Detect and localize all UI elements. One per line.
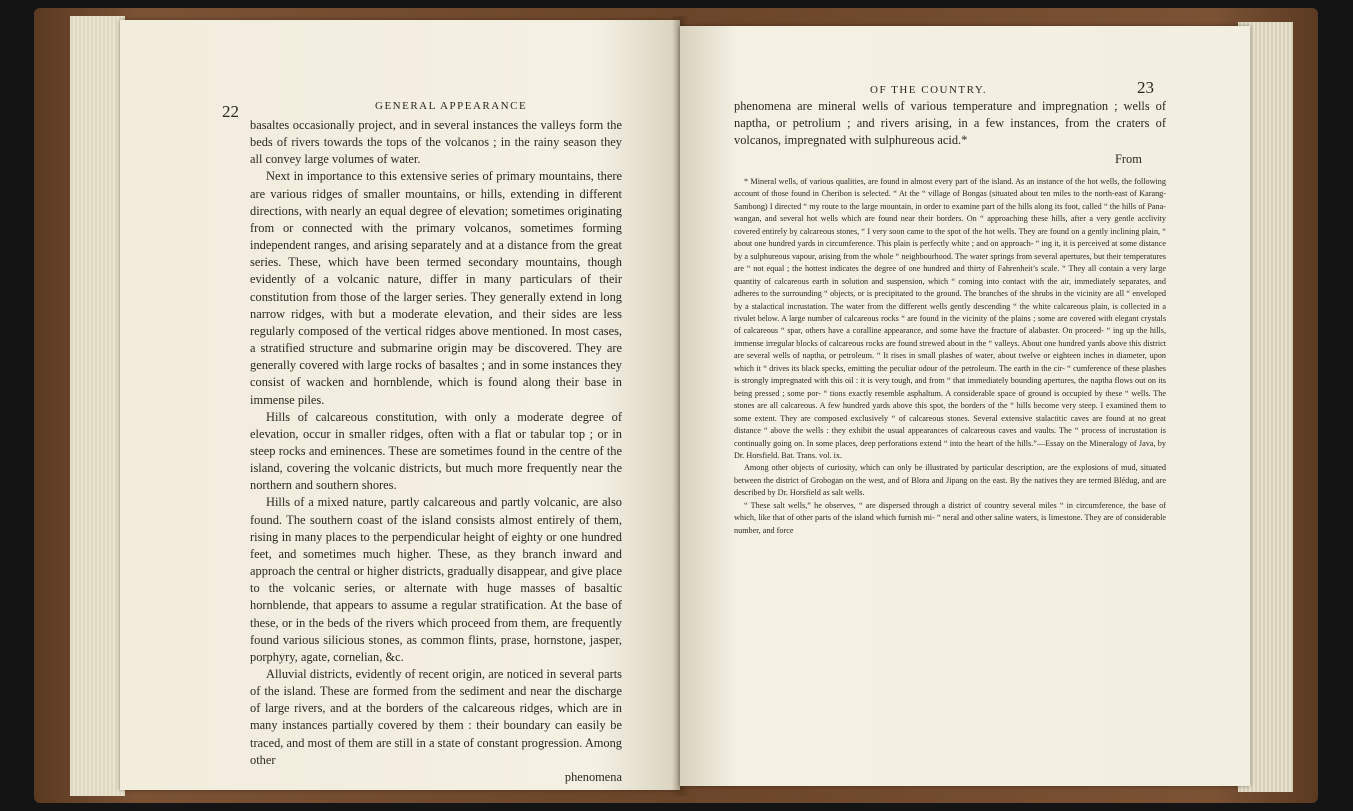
footnote: “ These salt wells,” he observes, “ are dispersed through a district of country several miles “ in circumference, the base of which, like that of other parts of the island which furnish mi- “ neral and other saline waters, is limestone. They are of considerable number, and force [734, 500, 1166, 535]
catchword: From [1115, 152, 1142, 166]
running-head: GENERAL APPEARANCE [375, 100, 528, 112]
left-page-edges [70, 16, 125, 796]
footnote: * Mineral wells, of various qualities, are found in almost every part of the island. As an instance of the hot wells, the following account of those found in Cheribon is selected. “ At the “ village of Bongas (situated about ten miles to the north-east of Karang-Sambong) I directed “ my route to the large mountain, in order to examine part of the hills along its foot, called “ the hills of Pana-wangan, and several hot wells which are found near their borders. On “ approaching these hills, after a very gentle acclivity covered entirely by calcareous stones, “ I very soon came to the spot of the hot wells. They are found on a gently inclining plain, “ about one hundred yards in circumference. This plain is perfectly white ; and on approach- “ ing it, it is perceived at some distance by a sulphureous vapour, arising from the whole “ neighbourhood. The water springs from several apertures, but their temperatures are “ not equal ; the hottest indicates the degree of one hundred and thirty of Fahrenheit’s scale. “ They all contain a very large quantity of calcareous earth in solution and suspension, which “ coming into contact with the air, immediately separates, and adheres to the surrounding “ objects, or is precipitated to the ground. The branches of the shrubs in the vicinity are all “ enveloped by a stalactical incrustation. The water from the different wells gently descending “ the white calcareous plain, is collected in a rivulet below. A large number of calcareous rocks “ are found in the vicinity of the plains ; some are covered with elegant crystals of calcareous “ spar, others have a coralline appearance, and some have the fracture of alabaster. On proceed- “ ing up the hills, immense irregular blocks of calcareous rocks are found strewed about in the “ valleys. About one hundred yards above this district are several wells of naptha, or petroleum. “ It rises in small plashes of water, about twelve or eighteen inches in diameter, upon which it “ drives its black specks, emitting the peculiar odour of the petroleum. The earth in the cir- “ cumference of these plashes is strongly impregnated with this oil : it is very tough, and from “ that immediately bounding apertures, the naptha flows out on its being pressed ; some por- “ tions exactly resemble asphaltum. A considerable space of ground is occupied by these “ wells. The stones are all calcareous. A few hundred yards above this spot, the borders of the “ hills become very steep. I examined them to some extent. They are composed exclusively “ of calcareous stones. Several extensive stalactitic caves are found at no great distance “ above the wells : they exhibit the usual appearances of calcareous caves and vaults. The “ process of incrustation is continually going on. In some places, deep perforations extend “ into the heart of the hills.”—Essay on the Mineralogy of Java, by Dr. Horsfield. Bat. Trans. vol. ix. [734, 177, 1166, 460]
footnotes [734, 176, 1166, 537]
body-text [734, 98, 1166, 149]
page-number: 22 [222, 102, 239, 121]
paragraph: phenomena are mineral wells of various temperature and impregnation ; wells of naptha, or petrolium ; and rivers arising, in a few instances, from the craters of volcanos, impregnated with sulphureous acid.* [734, 99, 1166, 147]
paragraph: Next in importance to this extensive series of primary mountains, there are various ridges of smaller mountains, or hills, extending in different directions, with nearly an equal degree of elevation; sometimes originating from or connected with the primary volcanos, sometimes forming independent ranges, and arising separately and at a distance from the great series. These, which have been termed secondary mountains, though evidently of a volcanic nature, differ in many particulars of their constitution from those of the larger series. They generally extend in long narrow ridges, with but a moderate elevation, and their sides are less regularly composed of the vertical ridges above mentioned. In most cases, a stratified structure and submarine origin may be discovered. They are generally covered with large rocks of basaltes ; and in some instances they consist of wacken and hornblende, which is found along their base in immense piles. [250, 169, 622, 407]
catchword: phenomena [564, 769, 622, 784]
paragraph: Hills of a mixed nature, partly calcareous and partly volcanic, are also found. The southern coast of the island consists almost entirely of them, rising in many places to the perpendicular height of eighty or one hundred feet, and sometimes much higher. These, as they branch inward and approach the central or higher districts, gradually disappear, and give place to the volcanic series, or alternate with huge masses of basaltic hornblende, that appears to assume a regular stratification. At the base of these, or in the beds of the rivers which proceed from them, are frequently found various silicious stones, as common flints, prase, hornstone, jasper, porphyry, agate, cornelian, &c. [250, 495, 622, 664]
body-text [250, 117, 622, 786]
paragraph: Hills of calcareous constitution, with only a moderate degree of elevation, occur in smaller ridges, often with a flat or tabular top ; or in steep rocks and eminences. These are sometimes found in the centre of the island, covering the volcanic districts, but much more frequently near the northern and southern shores. [250, 409, 622, 493]
page-number: 23 [1137, 78, 1154, 97]
paragraph: Alluvial districts, evidently of recent origin, are noticed in several parts of the island. These are formed from the sediment and near the discharge of large rivers, and at the borders of the calcareous ridges, which are in many instances partially covered by them : their boundary can easily be traced, and most of them are still in a state of constant progression. Among other [250, 667, 622, 767]
footnote: Among other objects of curiosity, which can only be illustrated by particular description, are the explosions of mud, situated between the district of Grobogan on the west, and of Blora and Jipang on the east. By the natives they are termed Blédug, and are described by Dr. Horsfield as salt wells. [734, 463, 1166, 498]
left-page [120, 20, 680, 790]
running-head: OF THE COUNTRY. [870, 84, 988, 96]
right-page [680, 26, 1250, 786]
paragraph: basaltes occasionally project, and in several instances the valleys form the beds of rivers towards the tops of the volcanos ; in the rainy season they all convey large volumes of water. [250, 118, 622, 167]
